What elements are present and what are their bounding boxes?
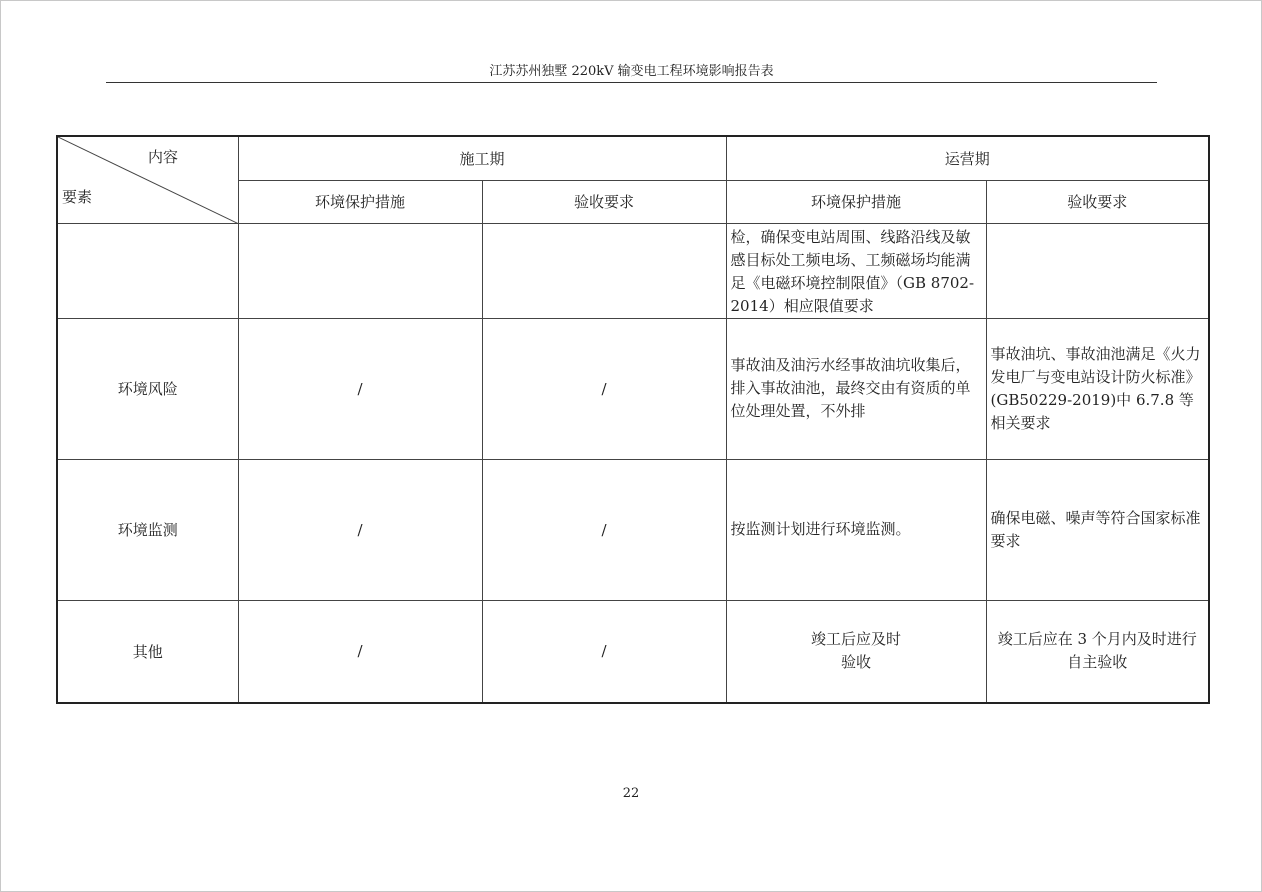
- table-header-row-phases: [57, 136, 1209, 180]
- row-element-cell: 环境监测: [57, 459, 238, 600]
- row-element-cell: [57, 223, 238, 318]
- corner-label-elements: 要素: [62, 188, 93, 206]
- row-operation-acceptance: 确保电磁、噪声等符合国家标准要求: [986, 459, 1209, 600]
- header-operation-measures: 环境保护措施: [726, 180, 986, 223]
- row-operation-acceptance: [986, 223, 1209, 318]
- header-operation-acceptance: 验收要求: [986, 180, 1209, 223]
- row-operation-measures: 检，确保变电站周围、线路沿线及敏感目标处工频电场、工频磁场均能满足《电磁环境控制限值》（GB 8702-2014）相应限值要求: [726, 223, 986, 318]
- corner-label-content: 内容: [148, 148, 179, 166]
- row-construction-acceptance: [482, 223, 726, 318]
- row-construction-measures: /: [238, 600, 482, 703]
- header-operation-phase: 运营期: [726, 136, 1209, 180]
- row-element-cell: 其他: [57, 600, 238, 703]
- header-construction-measures: 环境保护措施: [238, 180, 482, 223]
- table-row: [57, 223, 1209, 318]
- row-construction-measures: /: [238, 318, 482, 459]
- environmental-measures-table: [56, 135, 1210, 704]
- row-construction-measures: /: [238, 459, 482, 600]
- row-element-cell: 环境风险: [57, 318, 238, 459]
- row-construction-acceptance: /: [482, 459, 726, 600]
- row-operation-measures: 事故油及油污水经事故油坑收集后，排入事故油池，最终交由有资质的单位处理处置，不外排: [726, 318, 986, 459]
- page-number: 22: [622, 786, 640, 801]
- row-operation-acceptance: 事故油坑、事故油池满足《火力发电厂与变电站设计防火标准》(GB50229-2019)中 6.7.8 等相关要求: [986, 318, 1209, 459]
- header-rule: [106, 82, 1157, 83]
- row-operation-measures: 按监测计划进行环境监测。: [726, 459, 986, 600]
- row-construction-acceptance: /: [482, 600, 726, 703]
- row-construction-measures: [238, 223, 482, 318]
- row-operation-acceptance: 竣工后应在 3 个月内及时进行自主验收: [986, 600, 1209, 703]
- row-construction-acceptance: /: [482, 318, 726, 459]
- table-corner-cell: [57, 136, 238, 223]
- table-row: [57, 459, 1209, 600]
- document-header-title: 江苏苏州独墅 220kV 输变电工程环境影响报告表: [489, 64, 774, 79]
- table-row: [57, 318, 1209, 459]
- table-row: [57, 600, 1209, 703]
- header-construction-phase: 施工期: [238, 136, 726, 180]
- header-construction-acceptance: 验收要求: [482, 180, 726, 223]
- row-operation-measures: 竣工后应及时验收: [726, 600, 986, 703]
